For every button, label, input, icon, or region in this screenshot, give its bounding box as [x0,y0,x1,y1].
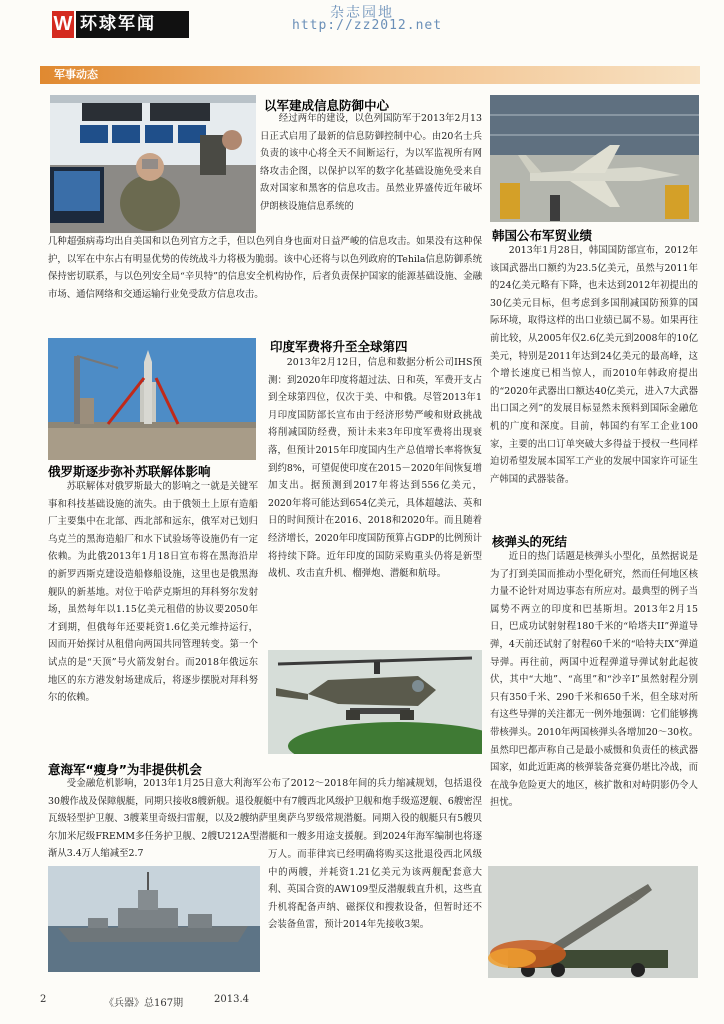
article-italy-continued: 万人。而菲律宾已经明确将购买这批退役西北风级中的两艘，并耗资1.21亿美元为该两舰配套意大利、英国合资的AW109型反潜舰载直升机，这些直升机将配备声纳、磁探仪和搜救设备，但暂时还不会装备鱼雷，预计2014年先接收3架。 [268,849,482,931]
headline-korea: 韩国公布军贸业绩 [492,228,593,243]
article-india-body: 2013年2月12日，信息和数据分析公司IHS预测：到2020年印度将超过法、日和英，军费开支占到全球第四位，仅次于美、中和俄。尽管2013年1月印度国防部长宣布由于经济形势严峻和财政挑战将削减国防经费，预计未来3年印度军费将出现衰落，但预计2015年印度国内生产总值增长率将恢复到约8%，可望促使印度在2015－2020年间恢复增加支出。据预测到2017年将达到556亿美元，2020年将可能达到654亿美元，具体超越法、英和日的时间预计在2016、2018和2020年。而且随着经济增长，2020年印度国防预算占GDP的比例预计将持续下降。近年印度的国防采购重头仍将是新型战机、攻击直升机、榴弹炮、潜艇和航母。 [268,357,482,580]
issue-date: 2013.4 [214,994,249,1005]
photo-cyber-center [50,95,256,233]
section-header: 军事动态 [40,66,700,84]
watermark-title: 杂志园地 [330,5,394,21]
article-italy-body: 受金融危机影响，2013年1月25日意大利海军公布了2012～2018年间的兵力缩减规划，包括退役30艘作战及保障舰艇，同期只接收8艘新舰。退役舰艇中有7艘西北风级护卫舰和炮手级巡逻舰、6艘密涅瓦级轻型护卫舰、3艘莱里奇级扫雷舰，以及2艘纳萨里奥萨乌罗级常规潜艇。同期入役的舰艇只有5艘贝尔加米尼级FREMM多任务护卫舰、2艘U212A型潜艇和一艘多用途支援舰。到2024年海军编制也将逐渐从3.4万人缩减至2.7 [48,778,482,860]
headline-nuclear: 核弹头的死结 [492,534,568,549]
article-korea-body: 2013年1月28日，韩国国防部宣布，2012年该国武器出口额约为23.5亿美元，虽然与2011年的24亿美元略有下降，也未达到2012年初提出的30亿美元目标，但考虑到多国削减国防预算的国际环境，取得这样的出口业绩已属不易。如果再往前比较，从2005年仅2.6亿美元到2008年的10亿美元，特别是2011年达到24亿美元的最高峰，这个增长速度已相当惊人，而2010年韩政府提出的“2020年武器出口额达40亿美元，进入7大武器出口国之列”的发展目标显然未预料到国际金融危机的广度和深度。目前，韩国约有军工企业100家，主要的出口订单突破大多得益于授权一些同样迫切希望发展本国军工产业的发展中国家许可证生产韩国的武器装备。 [490,245,698,485]
article-nuclear-body: 近日的热门话题是核弹头小型化，虽然据说是为了打到美国而推动小型化研究，然而任何地区核力量不论针对周边事态有所应对。最典型的例子当属势不两立的印度和巴基斯坦。2013年2月15日，巴成功试射射程180千米的“哈塔夫II”弹道导弹，4天前还试射了射程60千米的“哈特夫IX”弹道导弹。再往前，两国中近程弹道导弹试射此起彼伏，其中“大地”、“高里”和“沙辛I”虽然射程分别只有350千米、290千米和650千米，但全球对所有这些导弹的关注都无一例外地强调：它们能够携带核弹头。2010年两国核弹头各增加20～30枚。虽然印巴都声称自己是最小威慑和负责任的核武器国家，如此近距离的核弹装备竞赛仍堪比冷战，而在战争危险更大的地区，核扩散和对峙阴影仍令人担忧。 [490,551,698,809]
headline-india: 印度军费将升至全球第四 [270,339,408,354]
article-israel-intro: 经过两年的建设，以色列国防军于2013年2月13日正式启用了最新的信息防御控制中心。由20名士兵负责的该中心将全天不间断运行，为以军监视所有网络攻击企图，以保护以军的数字化基础设施免受来自敌对国家和黑客的信息攻击。虽然业界盛传近年破坏伊朗核设施信息系统的 [260,113,482,212]
page-number: 2 [40,994,47,1005]
photo-missile-launch [488,866,698,978]
headline-italy: 意海军“瘦身”为非提供机会 [48,762,202,777]
magazine-logo-letter: W [52,11,74,38]
article-israel-body: 几种超强病毒均出自美国和以色列官方之手，但以色列自身也面对日益严峻的信息攻击。如果没有这种保护，以军在中东占有明显优势的传统战斗力将极为脆弱。该中心还将与以色列政府的Tehila信息防御系统保持密切联系，与以色列安全局“辛贝特”的信息安全机构协作，后者负责保护国家的能源基础设施、金融市场、通信网络和交通运输行业免受敌方信息攻击。 [48,236,482,300]
column-title: 环球军闻 [76,11,189,38]
photo-korean-fighter-factory [490,95,699,222]
headline-russia: 俄罗斯逐步弥补苏联解体影响 [48,464,211,479]
photo-attack-helicopter [268,650,482,754]
photo-baikonur-launch-pad [48,338,256,460]
article-russia-body: 苏联解体对俄罗斯最大的影响之一就是关键军事和科技基础设施的流失。由于俄领土上原有造船厂主要集中在北部、西北部和远东，俄军对已划归乌克兰的黑海造船厂和水下试验场等设施仍有一定依赖。为此俄2013年1月18日宣布将在黑海沿岸的新罗西斯克建设造船修船设施，这里也是俄黑海舰队的新基地。对位于哈萨克斯坦的拜科努尔发射场，虽然每年以1.15亿美元租借的协议要2050年才到期，但俄每年还要耗资1.6亿美元维持运行，因而开始探讨从租借向两国共同管理转变。第一个试点的是“天顶”号火箭发射台。而2018年俄远东地区的东方港发射场建成后，将逐步摆脱对拜科努尔的依赖。 [48,481,258,704]
watermark-url: http://zz2012.net [292,18,443,33]
headline-israel: 以军建成信息防御中心 [264,98,390,113]
journal-issue: 《兵器》总167期 [104,998,184,1009]
photo-italian-frigate [48,866,260,972]
